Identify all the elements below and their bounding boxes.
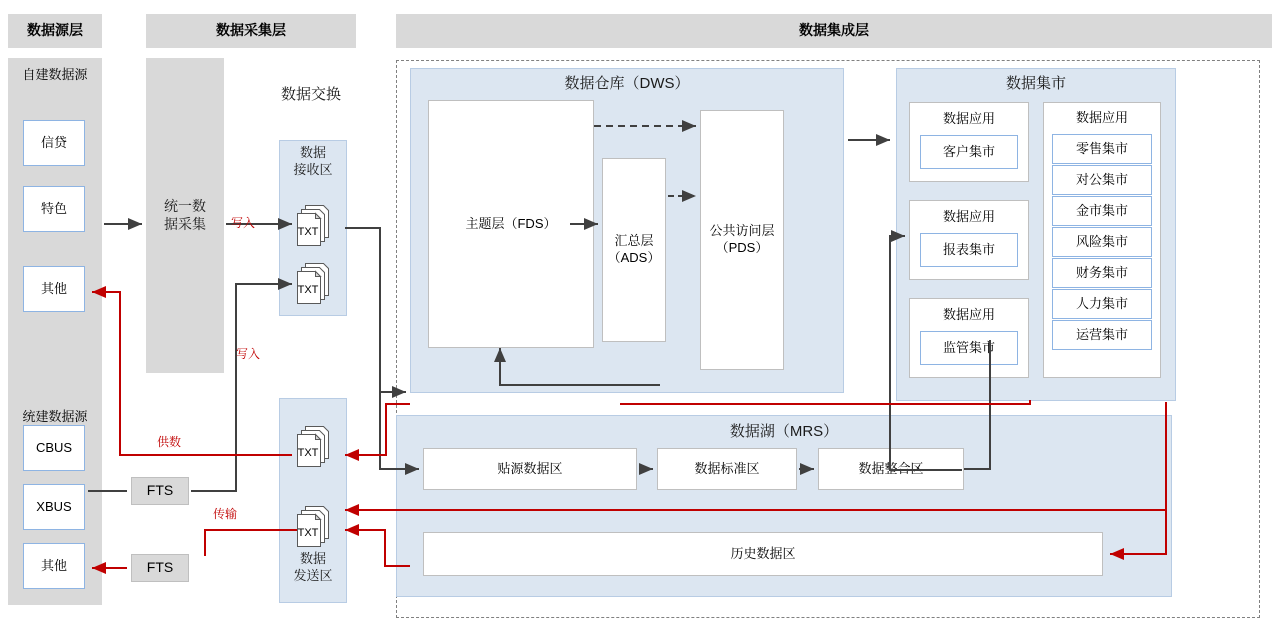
warehouse-box-fds[interactable]: 主题层（FDS）	[428, 100, 594, 348]
mart-group-3	[909, 298, 1029, 378]
annotation-write-1: 写入	[231, 216, 256, 230]
header-collect-layer: 数据采集层	[146, 14, 356, 48]
lake-box-integrate[interactable]: 数据整合区	[818, 448, 964, 490]
mart-group-right-title: 数据应用	[1075, 109, 1128, 125]
header-source-layer: 数据源层	[8, 14, 102, 48]
warehouse-title: 数据仓库（DWS）	[564, 74, 690, 92]
mart-title: 数据集市	[1005, 74, 1066, 92]
warehouse-box-pds[interactable]	[700, 110, 784, 370]
mart-item-dgjs[interactable]: 对公集市	[1052, 165, 1152, 195]
annotation-supply: 供数	[157, 435, 182, 449]
lake-box-history[interactable]: 历史数据区	[423, 532, 1103, 576]
panel-self-built-source-title: 自建数据源	[22, 67, 88, 82]
lake-box-source[interactable]: 贴源数据区	[423, 448, 637, 490]
svg-text:TXT: TXT	[297, 284, 319, 296]
mart-group-3-title: 数据应用	[942, 306, 995, 322]
source-item-xindai[interactable]: 信贷	[23, 120, 85, 166]
fts-node-1[interactable]: FTS	[131, 477, 189, 505]
mart-group-2	[909, 200, 1029, 280]
source-item-cbus[interactable]: CBUS	[23, 425, 85, 471]
panel-unified-built-source-title: 统建数据源	[22, 409, 88, 424]
mart-group-1	[909, 102, 1029, 182]
warehouse-box-ads-line-2: （ADS）	[607, 250, 661, 265]
warehouse-box-ads[interactable]	[602, 158, 666, 342]
fts-node-2[interactable]: FTS	[131, 554, 189, 582]
mart-group-1-title: 数据应用	[942, 110, 995, 126]
source-item-xbus[interactable]: XBUS	[23, 484, 85, 530]
mart-group-2-title: 数据应用	[942, 208, 995, 224]
mart-item-cwjs[interactable]: 财务集市	[1052, 258, 1152, 288]
txt-file-icon-send-2[interactable]	[297, 506, 343, 555]
warehouse-box-ads-line-1: 汇总层	[614, 233, 654, 249]
send-area-title-line-1: 数据	[299, 551, 326, 567]
data-exchange-title: 数据交换	[280, 85, 341, 103]
source-item-qita[interactable]: 其他	[23, 266, 85, 312]
mart-item-jsjs[interactable]: 金市集市	[1052, 196, 1152, 226]
mart-item-khjs[interactable]: 客户集市	[920, 135, 1018, 169]
source-item-qita-2[interactable]: 其他	[23, 543, 85, 589]
mart-item-rljs[interactable]: 人力集市	[1052, 289, 1152, 319]
lake-box-standard[interactable]: 数据标准区	[657, 448, 797, 490]
mart-item-yyjs[interactable]: 运营集市	[1052, 320, 1152, 350]
warehouse-box-pds-line-1: 公共访问层	[709, 223, 775, 239]
receive-area-title	[279, 144, 347, 180]
mart-group-right	[1043, 102, 1161, 378]
warehouse-box-pds-line-2: （PDS）	[715, 240, 769, 255]
txt-file-icon-receive-2[interactable]	[297, 263, 343, 312]
header-integration-layer: 数据集成层	[396, 14, 1272, 48]
unified-collect-line-2: 据采集	[164, 216, 206, 232]
mart-item-lsjs[interactable]: 零售集市	[1052, 134, 1152, 164]
svg-text:TXT: TXT	[297, 447, 319, 459]
source-item-tese[interactable]: 特色	[23, 186, 85, 232]
mart-item-fxjs[interactable]: 风险集市	[1052, 227, 1152, 257]
annotation-transfer: 传输	[213, 507, 238, 521]
txt-file-icon-receive-1[interactable]	[297, 205, 343, 254]
send-area-title-line-2: 发送区	[293, 568, 333, 583]
svg-text:TXT: TXT	[297, 226, 319, 238]
unified-collect-label	[146, 190, 224, 240]
txt-file-icon-send-1[interactable]	[297, 426, 343, 475]
svg-text:TXT: TXT	[297, 527, 319, 539]
mart-item-bbjs[interactable]: 报表集市	[920, 233, 1018, 267]
mart-item-jgjs[interactable]: 监管集市	[920, 331, 1018, 365]
receive-area-title-line-1: 数据	[299, 145, 326, 161]
lake-title: 数据湖（MRS）	[729, 422, 839, 440]
receive-area-title-line-2: 接收区	[293, 162, 333, 177]
annotation-write-2: 写入	[236, 347, 261, 361]
unified-collect-line-1: 统一数	[164, 197, 206, 214]
